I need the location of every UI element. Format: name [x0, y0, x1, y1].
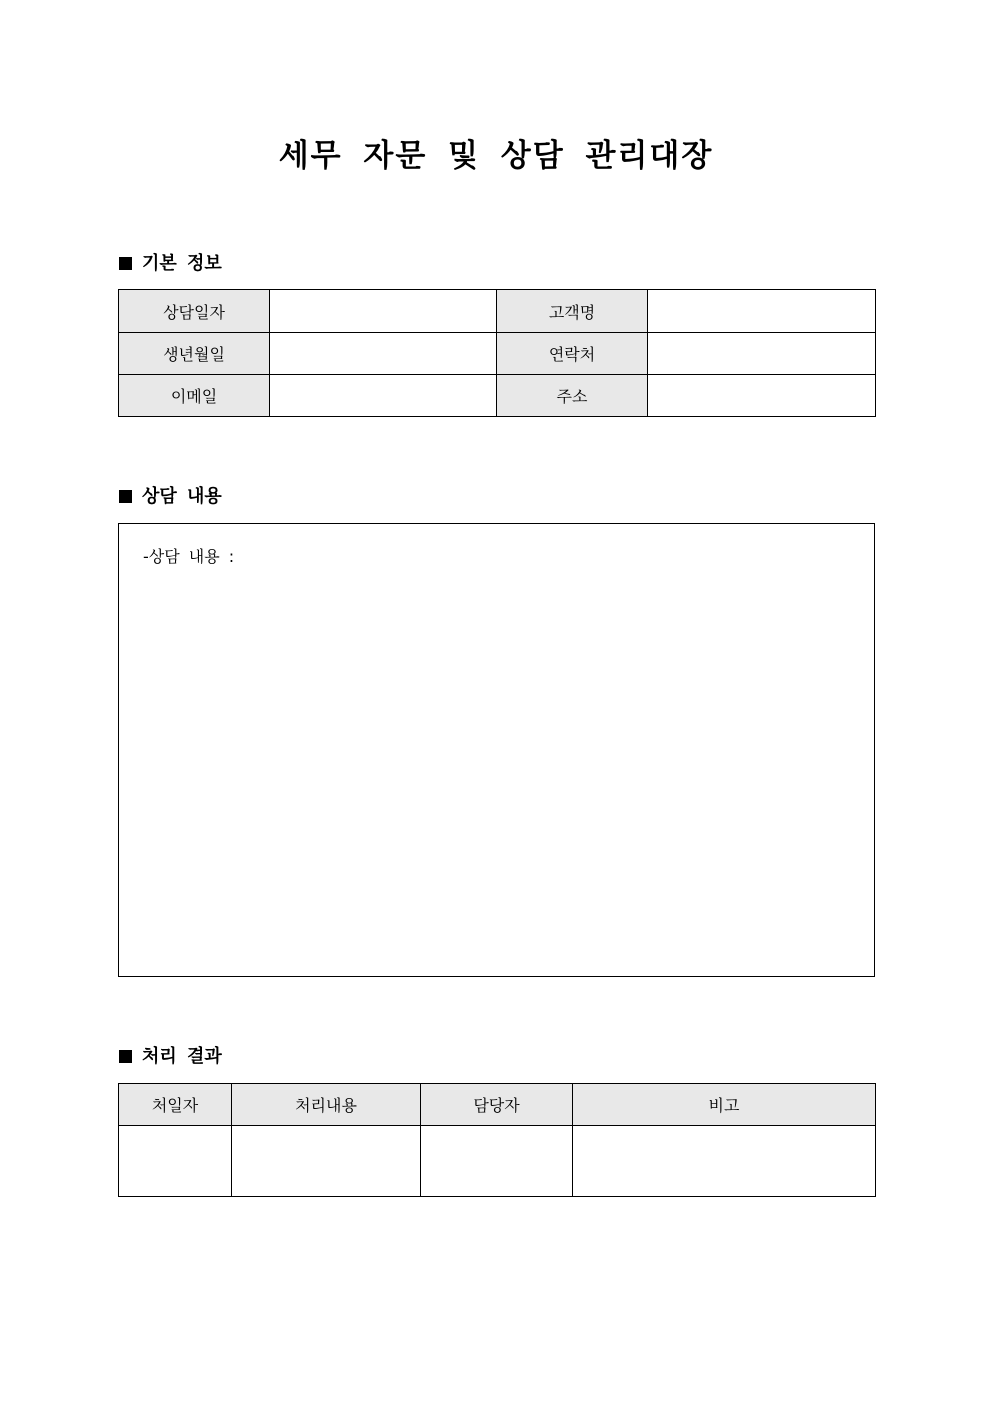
- address-field[interactable]: [648, 375, 876, 417]
- table-header-row: [119, 1084, 876, 1126]
- square-bullet-icon: [119, 257, 132, 270]
- consultation-content-box[interactable]: [118, 523, 875, 977]
- table-row: [119, 375, 876, 417]
- customer-name-label: 고객명: [497, 290, 648, 333]
- col-header-remarks: 비고: [573, 1084, 876, 1126]
- remarks-field[interactable]: [573, 1126, 876, 1197]
- basic-info-heading-text: 기본 정보: [142, 253, 222, 274]
- consultation-heading-text: 상담 내용: [142, 486, 222, 507]
- email-field[interactable]: [270, 375, 497, 417]
- email-label: 이메일: [119, 375, 270, 417]
- consult-date-label: 상담일자: [119, 290, 270, 333]
- table-row: [119, 333, 876, 375]
- manager-field[interactable]: [421, 1126, 573, 1197]
- contact-label: 연락처: [497, 333, 648, 375]
- consult-date-field[interactable]: [270, 290, 497, 333]
- consultation-heading: [119, 484, 222, 510]
- col-header-process-date: 처일자: [119, 1084, 232, 1126]
- process-date-field[interactable]: [119, 1126, 232, 1197]
- table-row: [119, 290, 876, 333]
- result-table: [118, 1083, 876, 1197]
- contact-field[interactable]: [648, 333, 876, 375]
- table-row: [119, 1126, 876, 1197]
- result-heading-text: 처리 결과: [142, 1046, 222, 1067]
- basic-info-table: [118, 289, 876, 417]
- result-heading: [119, 1044, 222, 1070]
- customer-name-field[interactable]: [648, 290, 876, 333]
- square-bullet-icon: [119, 1050, 132, 1063]
- process-content-field[interactable]: [232, 1126, 421, 1197]
- birth-date-field[interactable]: [270, 333, 497, 375]
- col-header-process-content: 처리내용: [232, 1084, 421, 1126]
- address-label: 주소: [497, 375, 648, 417]
- birth-date-label: 생년월일: [119, 333, 270, 375]
- square-bullet-icon: [119, 490, 132, 503]
- page-title: 세무 자문 및 상담 관리대장: [278, 138, 714, 174]
- col-header-manager: 담당자: [421, 1084, 573, 1126]
- consultation-prompt: -상담 내용 :: [143, 547, 235, 566]
- basic-info-heading: [119, 251, 222, 277]
